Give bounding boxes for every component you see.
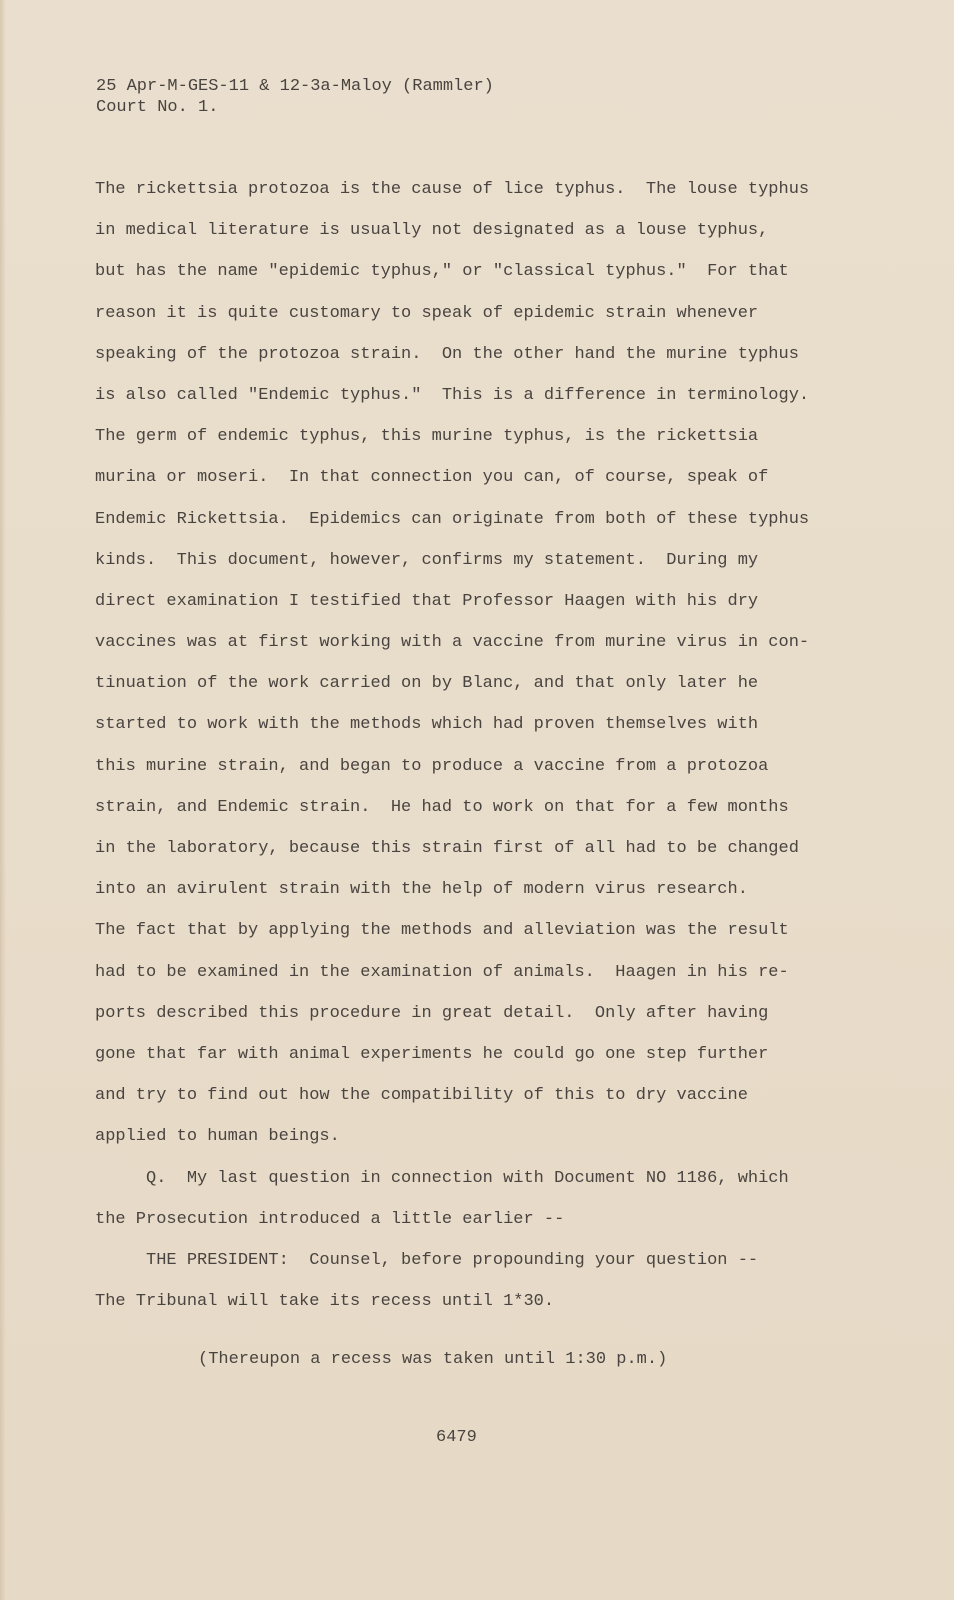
transcript-line: the Prosecution introduced a little earlier -- — [95, 1209, 565, 1229]
transcript-line: this murine strain, and began to produce a vaccine from a protozoa — [95, 756, 769, 776]
transcript-body — [95, 178, 895, 1331]
page-number: 6479 — [436, 1428, 477, 1447]
transcript-line: but has the name "epidemic typhus," or "classical typhus." For that — [95, 262, 789, 282]
transcript-line: Q. My last question in connection with Document NO 1186, which — [95, 1168, 789, 1188]
transcript-line: The Tribunal will take its recess until 1*30. — [95, 1292, 555, 1312]
transcript-line: kinds. This document, however, confirms my statement. During my — [95, 550, 759, 570]
transcript-line: had to be examined in the examination of animals. Haagen in his re- — [95, 962, 789, 982]
transcript-line: direct examination I testified that Professor Haagen with his dry — [95, 591, 759, 611]
transcript-line: murina or moseri. In that connection you can, of course, speak of — [95, 468, 769, 488]
transcript-line: is also called "Endemic typhus." This is a difference in terminology. — [95, 385, 810, 405]
transcript-line: tinuation of the work carried on by Blanc, and that only later he — [95, 674, 759, 694]
paper-edge — [0, 0, 6, 1600]
transcript-line: started to work with the methods which had proven themselves with — [95, 715, 759, 735]
transcript-line: ports described this procedure in great detail. Only after having — [95, 1003, 769, 1023]
header-line-2: Court No. 1. — [96, 98, 219, 117]
transcript-line: applied to human beings. — [95, 1127, 340, 1147]
header-line-1: 25 Apr-M-GES-11 & 12-3a-Maloy (Rammler) — [96, 77, 494, 96]
transcript-line: speaking of the protozoa strain. On the other hand the murine typhus — [95, 344, 799, 364]
transcript-line: Endemic Rickettsia. Epidemics can originate from both of these typhus — [95, 509, 810, 529]
transcript-line: reason it is quite customary to speak of epidemic strain whenever — [95, 303, 759, 323]
transcript-line: and try to find out how the compatibility of this to dry vaccine — [95, 1086, 748, 1106]
transcript-line: The rickettsia protozoa is the cause of lice typhus. The louse typhus — [95, 180, 810, 199]
transcript-line: in the laboratory, because this strain first of all had to be changed — [95, 839, 799, 858]
transcript-line: strain, and Endemic strain. He had to work on that for a few months — [95, 797, 789, 817]
transcript-line: The germ of endemic typhus, this murine typhus, is the rickettsia — [95, 427, 759, 447]
transcript-line: The fact that by applying the methods and alleviation was the result — [95, 921, 789, 941]
header — [96, 76, 494, 118]
transcript-line: vaccines was at first working with a vaccine from murine virus in con- — [95, 633, 810, 653]
transcript-line: into an avirulent strain with the help of modern virus research. — [95, 880, 748, 900]
transcript-line: THE PRESIDENT: Counsel, before propounding your question -- — [95, 1250, 759, 1270]
transcript-line: gone that far with animal experiments he could go one step further — [95, 1044, 769, 1064]
recess-note: (Thereupon a recess was taken until 1:30 p.m.) — [198, 1350, 668, 1369]
transcript-line: in medical literature is usually not designated as a louse typhus, — [95, 221, 769, 241]
